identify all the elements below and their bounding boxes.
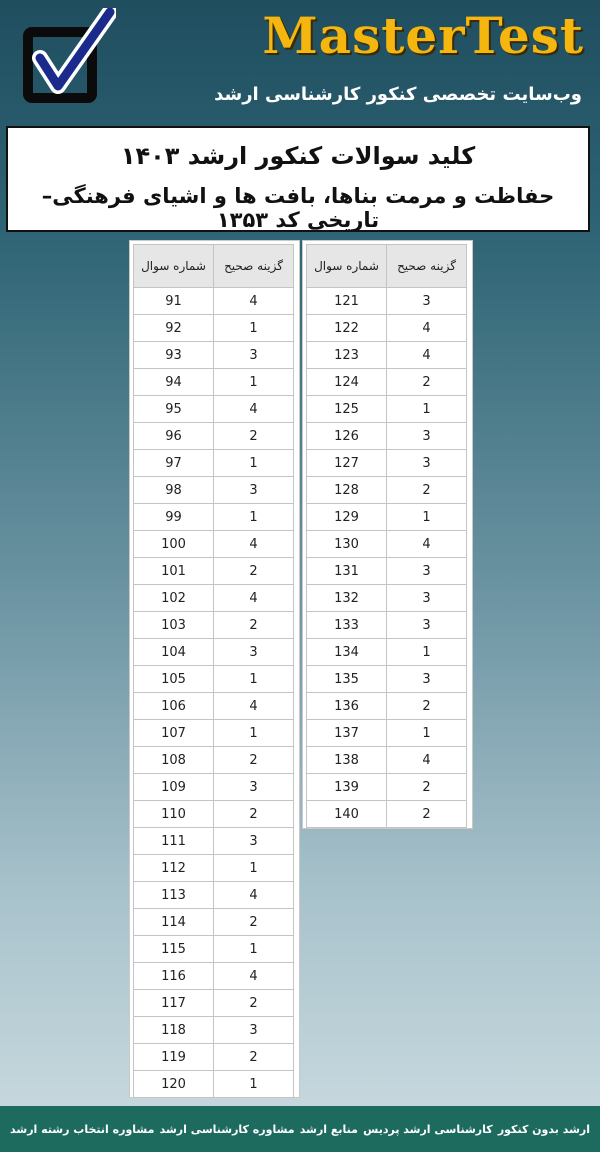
table-row	[134, 774, 294, 801]
footer-nav	[0, 1106, 600, 1152]
table-row	[307, 585, 467, 612]
question-number-cell: 107	[134, 720, 214, 747]
correct-answer-cell: 4	[214, 963, 294, 990]
table-row	[307, 801, 467, 828]
table-row	[307, 747, 467, 774]
table-row	[307, 774, 467, 801]
question-number-cell: 127	[307, 450, 387, 477]
table-row	[307, 369, 467, 396]
question-number-cell: 134	[307, 639, 387, 666]
question-number-cell: 138	[307, 747, 387, 774]
correct-answer-cell: 2	[387, 693, 467, 720]
question-number-cell: 122	[307, 315, 387, 342]
question-number-cell: 118	[134, 1017, 214, 1044]
table-row	[307, 693, 467, 720]
question-number-cell: 93	[134, 342, 214, 369]
table-row	[307, 720, 467, 747]
correct-answer-cell: 3	[214, 639, 294, 666]
question-number-cell: 135	[307, 666, 387, 693]
table-row	[307, 423, 467, 450]
correct-answer-cell: 3	[214, 828, 294, 855]
correct-answer-cell: 1	[214, 720, 294, 747]
table-row	[134, 882, 294, 909]
table-row	[307, 666, 467, 693]
table-row	[134, 801, 294, 828]
page-subtitle: حفاظت و مرمت بناها، بافت ها و اشیای فرهنگی–تاریخی کد ۱۳۵۳	[41, 184, 555, 232]
table-row	[134, 585, 294, 612]
table-row	[134, 963, 294, 990]
table-row	[134, 450, 294, 477]
table-row	[134, 558, 294, 585]
correct-answer-cell: 2	[214, 423, 294, 450]
correct-answer-cell: 2	[214, 909, 294, 936]
table-row	[307, 450, 467, 477]
question-number-cell: 100	[134, 531, 214, 558]
correct-answer-cell: 3	[214, 477, 294, 504]
question-number-cell: 113	[134, 882, 214, 909]
question-number-cell: 91	[134, 288, 214, 315]
column-header-answer: گزینه صحیح	[214, 245, 294, 288]
question-number-cell: 97	[134, 450, 214, 477]
table-row	[134, 504, 294, 531]
table-row	[307, 477, 467, 504]
correct-answer-cell: 4	[214, 585, 294, 612]
correct-answer-cell: 1	[387, 504, 467, 531]
question-number-cell: 94	[134, 369, 214, 396]
correct-answer-cell: 2	[387, 774, 467, 801]
correct-answer-cell: 1	[214, 369, 294, 396]
table-row	[307, 639, 467, 666]
correct-answer-cell: 3	[387, 666, 467, 693]
table-row	[134, 909, 294, 936]
table-row	[134, 990, 294, 1017]
correct-answer-cell: 1	[214, 450, 294, 477]
table-row	[307, 531, 467, 558]
question-number-cell: 92	[134, 315, 214, 342]
question-number-cell: 101	[134, 558, 214, 585]
table-row	[134, 639, 294, 666]
checkmark-box-icon	[14, 8, 116, 108]
table-row	[134, 693, 294, 720]
question-number-cell: 104	[134, 639, 214, 666]
footer-link-consulting[interactable]: مشاوره کارشناسی ارشد	[159, 1122, 295, 1136]
correct-answer-cell: 1	[214, 504, 294, 531]
table-row	[134, 1071, 294, 1098]
table-row	[134, 1044, 294, 1071]
question-number-cell: 140	[307, 801, 387, 828]
table-row	[134, 747, 294, 774]
correct-answer-cell: 3	[387, 288, 467, 315]
table-row	[307, 558, 467, 585]
tagline: وب‌سایت تخصصی کنکور کارشناسی ارشد	[214, 84, 582, 105]
question-number-cell: 117	[134, 990, 214, 1017]
answer-table-left-wrap	[129, 240, 300, 1098]
question-number-cell: 102	[134, 585, 214, 612]
title-box	[6, 126, 590, 232]
question-number-cell: 103	[134, 612, 214, 639]
correct-answer-cell: 3	[214, 774, 294, 801]
correct-answer-cell: 4	[214, 531, 294, 558]
correct-answer-cell: 2	[387, 477, 467, 504]
question-number-cell: 120	[134, 1071, 214, 1098]
answer-table-left	[133, 244, 294, 1098]
correct-answer-cell: 1	[214, 936, 294, 963]
table-row	[134, 531, 294, 558]
question-number-cell: 129	[307, 504, 387, 531]
question-number-cell: 95	[134, 396, 214, 423]
correct-answer-cell: 3	[387, 423, 467, 450]
footer-link-major-selection[interactable]: مشاوره انتخاب رشته ارشد	[10, 1122, 155, 1136]
page-title: کلید سوالات کنکور ارشد ۱۴۰۳	[120, 142, 476, 170]
correct-answer-cell: 4	[387, 315, 467, 342]
question-number-cell: 105	[134, 666, 214, 693]
table-row	[134, 288, 294, 315]
table-row	[134, 315, 294, 342]
table-row	[134, 612, 294, 639]
correct-answer-cell: 2	[214, 1044, 294, 1071]
question-number-cell: 130	[307, 531, 387, 558]
table-row	[134, 369, 294, 396]
question-number-cell: 110	[134, 801, 214, 828]
table-row	[134, 396, 294, 423]
question-number-cell: 123	[307, 342, 387, 369]
question-number-cell: 115	[134, 936, 214, 963]
correct-answer-cell: 3	[387, 612, 467, 639]
correct-answer-cell: 4	[214, 288, 294, 315]
table-row	[134, 828, 294, 855]
correct-answer-cell: 4	[387, 531, 467, 558]
answer-table-right	[306, 244, 467, 828]
table-row	[307, 315, 467, 342]
table-row	[134, 342, 294, 369]
table-row	[134, 720, 294, 747]
question-number-cell: 139	[307, 774, 387, 801]
question-number-cell: 124	[307, 369, 387, 396]
footer-link-no-exam[interactable]: ارشد بدون کنکور	[497, 1122, 590, 1136]
brand-name[interactable]: MasterTest	[262, 6, 584, 65]
correct-answer-cell: 4	[214, 693, 294, 720]
table-row	[307, 612, 467, 639]
question-number-cell: 99	[134, 504, 214, 531]
table-row	[307, 396, 467, 423]
table-row	[307, 504, 467, 531]
question-number-cell: 119	[134, 1044, 214, 1071]
correct-answer-cell: 1	[214, 855, 294, 882]
correct-answer-cell: 1	[387, 720, 467, 747]
correct-answer-cell: 4	[214, 396, 294, 423]
correct-answer-cell: 2	[214, 747, 294, 774]
correct-answer-cell: 4	[214, 882, 294, 909]
table-row	[134, 477, 294, 504]
table-row	[134, 936, 294, 963]
correct-answer-cell: 2	[214, 990, 294, 1017]
question-number-cell: 114	[134, 909, 214, 936]
question-number-cell: 112	[134, 855, 214, 882]
footer-link-resources[interactable]: منابع ارشد	[299, 1122, 358, 1136]
question-number-cell: 106	[134, 693, 214, 720]
table-row	[307, 288, 467, 315]
question-number-cell: 98	[134, 477, 214, 504]
question-number-cell: 96	[134, 423, 214, 450]
question-number-cell: 131	[307, 558, 387, 585]
table-row	[134, 1017, 294, 1044]
question-number-cell: 136	[307, 693, 387, 720]
question-number-cell: 121	[307, 288, 387, 315]
correct-answer-cell: 3	[214, 1017, 294, 1044]
column-header-answer: گزینه صحیح	[387, 245, 467, 288]
correct-answer-cell: 1	[214, 315, 294, 342]
table-row	[134, 423, 294, 450]
correct-answer-cell: 1	[387, 396, 467, 423]
table-row	[134, 666, 294, 693]
column-header-question: شماره سوال	[134, 245, 214, 288]
table-row	[307, 342, 467, 369]
answer-table-right-wrap	[302, 240, 473, 829]
question-number-cell: 109	[134, 774, 214, 801]
correct-answer-cell: 1	[214, 1071, 294, 1098]
question-number-cell: 128	[307, 477, 387, 504]
question-number-cell: 132	[307, 585, 387, 612]
correct-answer-cell: 2	[214, 801, 294, 828]
question-number-cell: 137	[307, 720, 387, 747]
correct-answer-cell: 4	[387, 342, 467, 369]
correct-answer-cell: 2	[387, 801, 467, 828]
question-number-cell: 108	[134, 747, 214, 774]
correct-answer-cell: 3	[387, 558, 467, 585]
correct-answer-cell: 3	[214, 342, 294, 369]
question-number-cell: 133	[307, 612, 387, 639]
table-row	[134, 855, 294, 882]
question-number-cell: 116	[134, 963, 214, 990]
question-number-cell: 126	[307, 423, 387, 450]
question-number-cell: 125	[307, 396, 387, 423]
column-header-question: شماره سوال	[307, 245, 387, 288]
correct-answer-cell: 2	[387, 369, 467, 396]
correct-answer-cell: 1	[214, 666, 294, 693]
correct-answer-cell: 3	[387, 450, 467, 477]
footer-link-pardis[interactable]: کارشناسی ارشد پردیس	[363, 1122, 493, 1136]
correct-answer-cell: 1	[387, 639, 467, 666]
correct-answer-cell: 2	[214, 612, 294, 639]
correct-answer-cell: 4	[387, 747, 467, 774]
correct-answer-cell: 2	[214, 558, 294, 585]
question-number-cell: 111	[134, 828, 214, 855]
correct-answer-cell: 3	[387, 585, 467, 612]
